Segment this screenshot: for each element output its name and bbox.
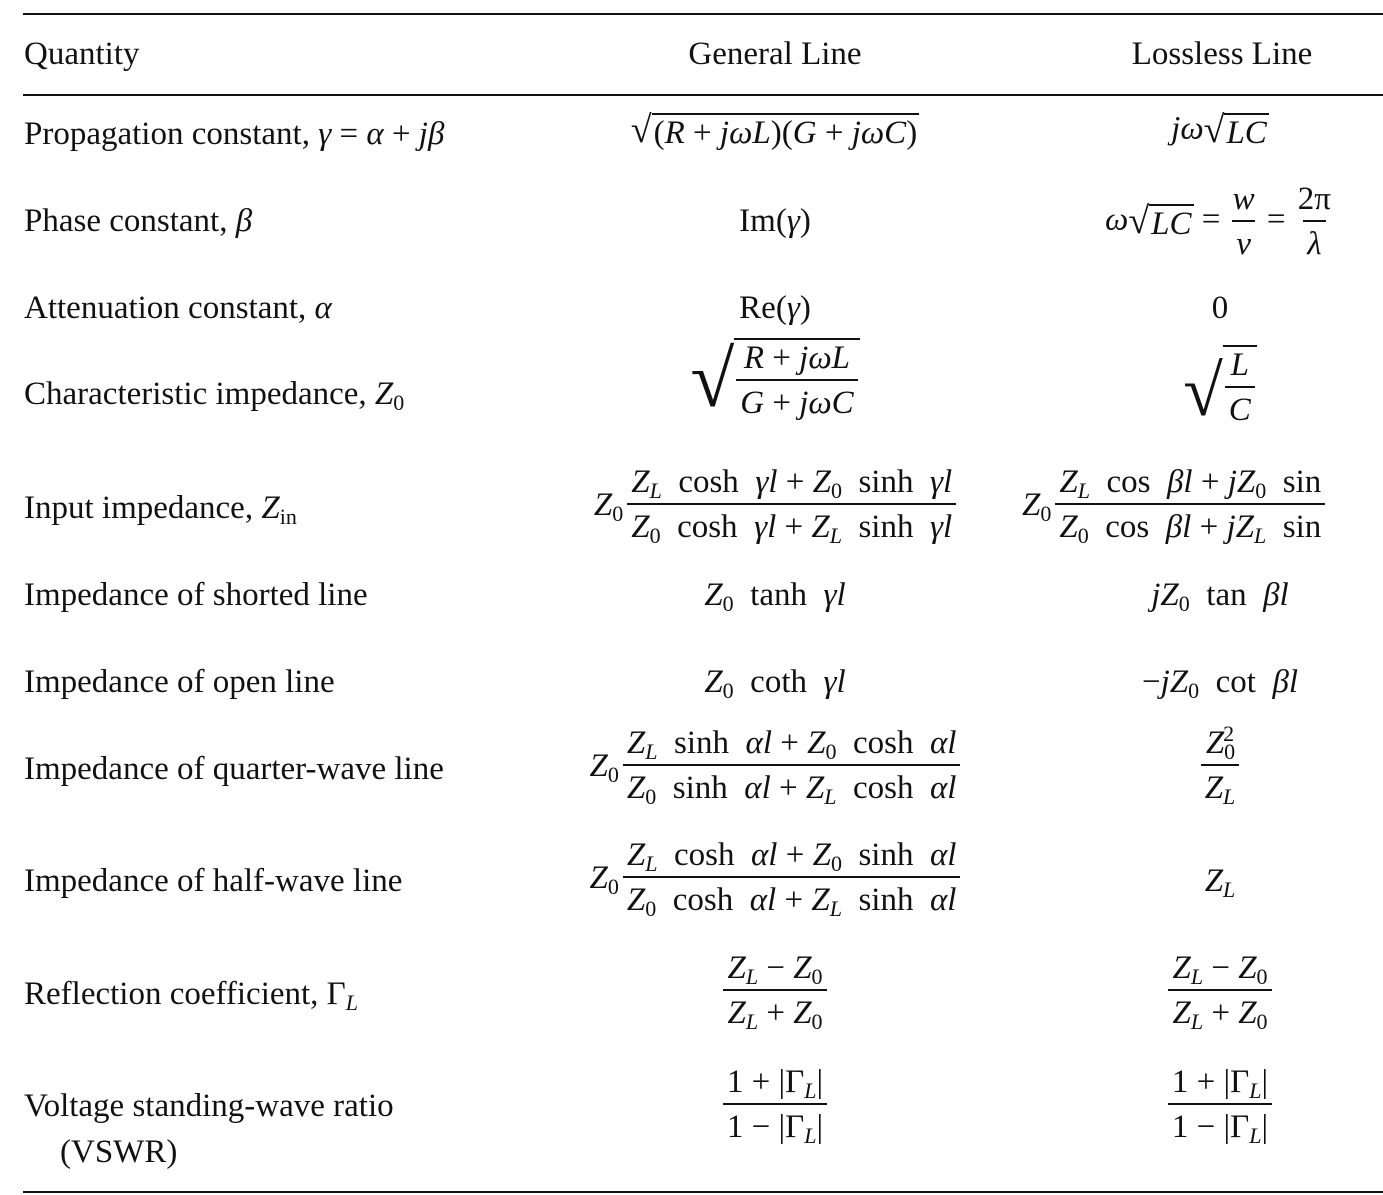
row-vswr-label: Voltage standing-wave ratio [24, 1088, 394, 1124]
top-rule [23, 13, 1383, 15]
row-phase-label: Phase constant, β [24, 203, 253, 239]
row-shorted-label: Impedance of shorted line [24, 577, 368, 613]
row-input-impedance-label: Input impedance, $Z_{in}$ [24, 490, 297, 529]
row-reflection-general: $\frac{Z_L - Z_0}{Z_L + Z_0}$ [575, 952, 975, 1030]
row-propagation-label: Propagation constant, γ = α + jβ [24, 116, 445, 152]
row-input-impedance-general: $Z_0$ $\frac{Z_L \cosh \gamma l + Z_0 \sinh \gamma l}{Z_0 \cosh \gamma l + Z_L \sinh \gamma l}$ [560, 466, 990, 544]
row-characteristic-label: Characteristic impedance, $Z_0$ [24, 376, 405, 415]
row-shorted-lossless: $jZ_0$ tan βl [1151, 577, 1289, 616]
row-open-label: Impedance of open line [24, 664, 335, 700]
header-general: General Line [688, 36, 862, 72]
row-attenuation-label: Attenuation constant, α [24, 290, 332, 326]
row-open-general: $Z_0$ coth γl [704, 664, 846, 703]
row-propagation-lossless: jω √ LC [1171, 109, 1267, 151]
bottom-rule [23, 1191, 1383, 1193]
row-quarter-wave-label: Impedance of quarter-wave line [24, 751, 444, 787]
row-propagation-general: √ (R + jωL)(G + jωC) [630, 109, 918, 151]
row-vswr-lossless: $\frac{1 + |\Gamma_L|}{1 - |\Gamma_L|}$ [1020, 1066, 1383, 1144]
row-characteristic-general: √ $\frac{\text{R + jωL}}{\text{G + jωC}}$ [575, 338, 975, 420]
header-lossless: Lossless Line [1131, 36, 1313, 72]
row-half-wave-general: $Z_0$ $\frac{Z_L \cosh \alpha l + Z_0 \sinh \alpha l}{Z_0 \cosh \alpha l + Z_L \sinh \alpha l}$ [560, 839, 990, 917]
row-quarter-wave-lossless: $\frac{Z_0^2}{Z_L}$ [1020, 727, 1383, 805]
header-rule [23, 94, 1383, 96]
row-half-wave-lossless: $Z_L$ [1204, 863, 1236, 902]
row-phase-general: Im(γ) [739, 203, 811, 239]
row-half-wave-label: Impedance of half-wave line [24, 863, 403, 899]
row-open-lossless: $-jZ_0$ cot βl [1141, 664, 1299, 703]
row-shorted-general: $Z_0$ tanh γl [704, 577, 846, 616]
row-vswr-general: $\frac{1 + |\Gamma_L|}{1 - |\Gamma_L|}$ [575, 1066, 975, 1144]
row-reflection-lossless: $\frac{Z_L - Z_0}{Z_L + Z_0}$ [1020, 952, 1383, 1030]
row-input-impedance-lossless: $Z_0$ $\frac{Z_L \cos \beta l + jZ_0 \sin}{Z_0 \cos \beta l + jZ_L \sin}$ [1022, 464, 1346, 548]
header-quantity: Quantity [24, 36, 140, 72]
row-phase-lossless: ω √ LC = $\frac{w}{v}$ = $\frac{2\pi}{\lambda}$ [1105, 181, 1331, 262]
row-attenuation-lossless: 0 [1211, 290, 1229, 326]
row-reflection-label: Reflection coefficient, $\Gamma_L$ [24, 976, 358, 1015]
row-attenuation-general: Re(γ) [739, 290, 811, 326]
row-vswr-label-cont: (VSWR) [60, 1134, 178, 1170]
row-quarter-wave-general: $Z_0$ $\frac{Z_L \sinh \alpha l + Z_0 \cosh \alpha l}{Z_0 \sinh \alpha l + Z_L \cosh \alpha l}$ [560, 727, 990, 805]
row-characteristic-lossless: √ $\frac{L}{C}$ [1020, 345, 1383, 427]
